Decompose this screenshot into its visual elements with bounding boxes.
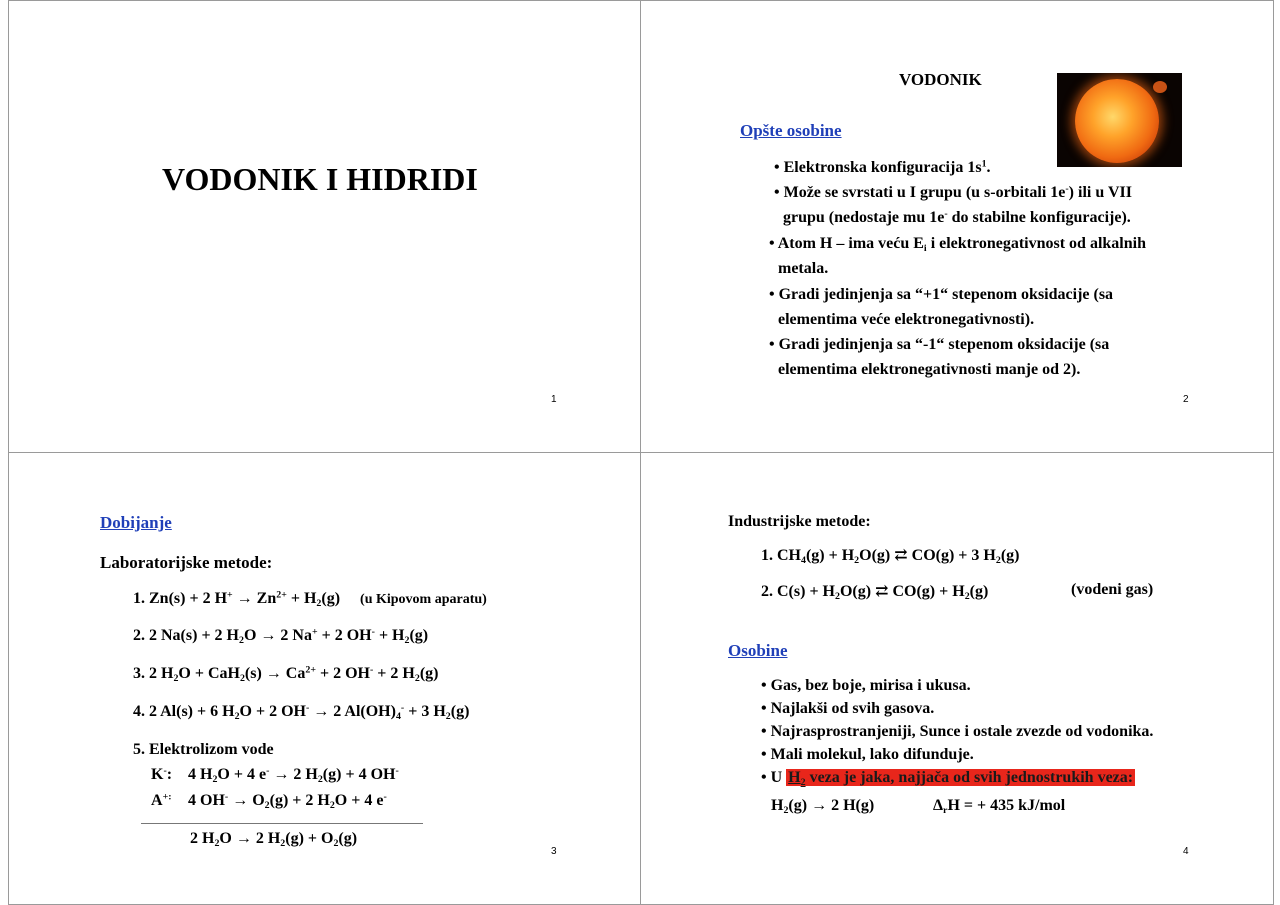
water-gas-note: (vodeni gas) bbox=[1071, 581, 1154, 598]
property-5: • U $H_2$ veza je jaka, najjača od svih jednostrukih veza: bbox=[761, 769, 1134, 788]
cathode-equation: 4 $H_2O + 4$ e- → 2 $H_2(g) + 4$ OH- bbox=[188, 765, 399, 785]
reaction-1: 1. Zn(s) + 2 $H^+ \to Zn^{2+} + H_2(g)$ (u Kipovom aparatu) bbox=[133, 589, 487, 609]
anode-label: A+: bbox=[151, 791, 172, 809]
page-number: 3 bbox=[551, 846, 557, 857]
reaction-4: 4. 2 Al(s) + 6 $H_2O + 2$ OH- → 2 $Al(OH)_4^- + 3$ $H_2(g)$ bbox=[133, 702, 470, 722]
bullet-2-line-2: grupu (nedostaje mu 1e- do stabilne konfiguracije). bbox=[783, 208, 1131, 226]
dissociation-equation: $H_2(g) \to 2$ H(g) bbox=[771, 797, 875, 816]
slide-4 bbox=[640, 452, 1274, 905]
sun-image bbox=[1057, 73, 1182, 167]
property-3: • Najrasprostranjeniji, Sunce i ostale zvezde od vodonika. bbox=[761, 723, 1154, 740]
page-number: 1 bbox=[551, 394, 557, 405]
industrial-reaction-1: 1. $CH_4(g) + H_2O(g)$ ⇄ CO(g) + 3 $H_2(g)$ bbox=[761, 547, 1020, 566]
bullet-4-line-2: elementima veće elektronegativnosti). bbox=[778, 311, 1035, 328]
overall-equation: 2 $H_2O \to 2$ $H_2(g) + O_2(g)$ bbox=[190, 830, 358, 849]
cathode-label: K-: bbox=[151, 765, 173, 783]
bullet-5-line-2: elementima elektronegativnosti manje od 2). bbox=[778, 361, 1081, 378]
page-number: 2 bbox=[1183, 394, 1189, 405]
enthalpy-value: $\Delta_rH$ = + 435 kJ/mol bbox=[933, 797, 1066, 816]
reaction-2: 2. 2 Na(s) + 2 $H_2O \to 2$ Na+ + 2 $OH^- + H_2(g)$ bbox=[133, 626, 429, 646]
bullet-3-line-2: metala. bbox=[778, 260, 829, 277]
page-number: 4 bbox=[1183, 846, 1189, 857]
bullet-2: • Može se svrstati u I grupu (u s-orbitali 1e-) ili u VII bbox=[774, 183, 1132, 201]
property-4: • Mali molekul, lako difunduje. bbox=[761, 746, 974, 763]
bullet-5: • Gradi jedinjenja sa “-1“ stepenom oksidacije (sa bbox=[769, 336, 1110, 353]
sum-divider bbox=[141, 823, 423, 824]
highlight: $H_2$ veza je jaka, najjača od svih jednostrukih veza: bbox=[788, 769, 1134, 788]
industrial-reaction-2: 2. $C(s) + H_2O(g)$ ⇄ $CO(g) + H_2(g)$ bbox=[761, 583, 989, 602]
reaction-5: 5. Elektrolizom vode bbox=[133, 741, 274, 758]
slide-title: VODONIK bbox=[899, 70, 982, 89]
section-heading: Dobijanje bbox=[100, 513, 172, 532]
slide-3 bbox=[8, 452, 641, 905]
slide-2 bbox=[640, 0, 1274, 453]
slide-title: VODONIK I HIDRIDI bbox=[162, 161, 478, 197]
sun-icon bbox=[1075, 79, 1159, 163]
property-2: • Najlakši od svih gasova. bbox=[761, 700, 935, 717]
property-1: • Gas, bez boje, mirisa i ukusa. bbox=[761, 677, 971, 694]
solar-flare-icon bbox=[1153, 81, 1167, 93]
bullet-4: • Gradi jedinjenja sa “+1“ stepenom oksidacije (sa bbox=[769, 286, 1114, 303]
slide-1 bbox=[8, 0, 641, 453]
bullet-1: • Elektronska konfiguracija $1s^1$. bbox=[774, 158, 991, 176]
anode-equation: 4 $OH^- \to O_2(g) + 2$ $H_2O + 4$ e- bbox=[188, 791, 387, 811]
reaction-3: 3. 2 $H_2O + CaH_2(s) \to Ca^{2+} + 2$ OH- + 2 $H_2(g)$ bbox=[133, 664, 439, 684]
section-heading: Opšte osobine bbox=[740, 121, 842, 140]
section-heading: Osobine bbox=[728, 641, 788, 660]
bullet-3: • Atom H – ima veću $E_i$ i elektronegativnost od alkalnih bbox=[769, 235, 1146, 254]
subtitle: Industrijske metode: bbox=[728, 513, 871, 530]
subtitle: Laboratorijske metode: bbox=[100, 553, 273, 572]
